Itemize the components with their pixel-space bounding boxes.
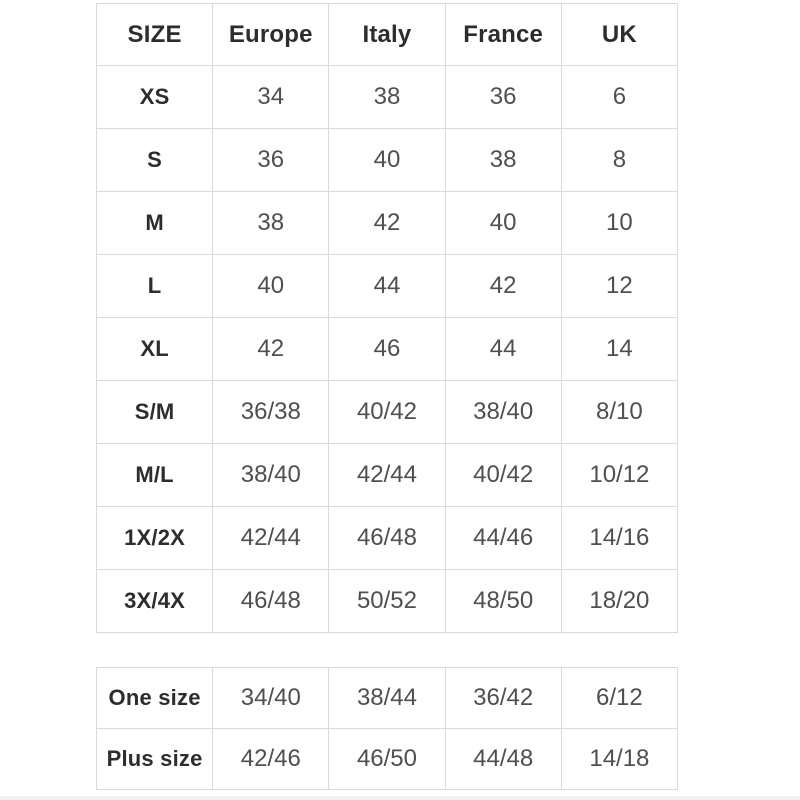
value-cell: 48/50 <box>445 570 561 633</box>
header-cell-italy: Italy <box>329 4 445 66</box>
value-cell: 38/40 <box>445 381 561 444</box>
size-label-cell: S/M <box>97 381 213 444</box>
value-cell: 8 <box>561 129 677 192</box>
value-cell: 18/20 <box>561 570 677 633</box>
value-cell: 36 <box>445 66 561 129</box>
header-cell-size: SIZE <box>97 4 213 66</box>
value-cell: 40/42 <box>445 444 561 507</box>
size-label-cell: 1X/2X <box>97 507 213 570</box>
value-cell: 36/38 <box>213 381 329 444</box>
value-cell: 14 <box>561 318 677 381</box>
value-cell: 10/12 <box>561 444 677 507</box>
size-label-cell: XL <box>97 318 213 381</box>
value-cell: 42/44 <box>329 444 445 507</box>
value-cell: 6/12 <box>561 668 677 729</box>
size-label-cell: One size <box>97 668 213 729</box>
value-cell: 38 <box>445 129 561 192</box>
value-cell: 46/48 <box>213 570 329 633</box>
table-row-1x2x <box>97 507 678 570</box>
value-cell: 46/50 <box>329 729 445 790</box>
size-label-cell: M <box>97 192 213 255</box>
value-cell: 12 <box>561 255 677 318</box>
size-label-cell: L <box>97 255 213 318</box>
value-cell: 44 <box>445 318 561 381</box>
size-conversion-table <box>96 3 678 633</box>
value-cell: 34 <box>213 66 329 129</box>
value-cell: 44/48 <box>445 729 561 790</box>
value-cell: 42/44 <box>213 507 329 570</box>
value-cell: 34/40 <box>213 668 329 729</box>
table-header-row <box>97 4 678 66</box>
value-cell: 42 <box>445 255 561 318</box>
size-label-cell: M/L <box>97 444 213 507</box>
value-cell: 10 <box>561 192 677 255</box>
value-cell: 50/52 <box>329 570 445 633</box>
value-cell: 42/46 <box>213 729 329 790</box>
value-cell: 42 <box>329 192 445 255</box>
value-cell: 6 <box>561 66 677 129</box>
table-row-xl <box>97 318 678 381</box>
value-cell: 38/40 <box>213 444 329 507</box>
value-cell: 46/48 <box>329 507 445 570</box>
value-cell: 14/16 <box>561 507 677 570</box>
value-cell: 38 <box>329 66 445 129</box>
value-cell: 40 <box>213 255 329 318</box>
value-cell: 44/46 <box>445 507 561 570</box>
size-label-cell: S <box>97 129 213 192</box>
header-cell-uk: UK <box>561 4 677 66</box>
value-cell: 44 <box>329 255 445 318</box>
value-cell: 40 <box>445 192 561 255</box>
special-sizes-table <box>96 667 678 790</box>
table-row-one-size <box>97 668 678 729</box>
value-cell: 42 <box>213 318 329 381</box>
table-row-ml <box>97 444 678 507</box>
size-label-cell: XS <box>97 66 213 129</box>
value-cell: 40/42 <box>329 381 445 444</box>
table-row-s <box>97 129 678 192</box>
table-row-3x4x <box>97 570 678 633</box>
table-row-sm <box>97 381 678 444</box>
size-label-cell: 3X/4X <box>97 570 213 633</box>
value-cell: 40 <box>329 129 445 192</box>
table-row-xs <box>97 66 678 129</box>
size-label-cell: Plus size <box>97 729 213 790</box>
header-cell-france: France <box>445 4 561 66</box>
header-cell-europe: Europe <box>213 4 329 66</box>
table-row-l <box>97 255 678 318</box>
value-cell: 38 <box>213 192 329 255</box>
table-row-plus-size <box>97 729 678 790</box>
value-cell: 36/42 <box>445 668 561 729</box>
value-cell: 14/18 <box>561 729 677 790</box>
value-cell: 38/44 <box>329 668 445 729</box>
table-row-m <box>97 192 678 255</box>
value-cell: 8/10 <box>561 381 677 444</box>
value-cell: 36 <box>213 129 329 192</box>
value-cell: 46 <box>329 318 445 381</box>
bottom-divider <box>0 796 800 800</box>
